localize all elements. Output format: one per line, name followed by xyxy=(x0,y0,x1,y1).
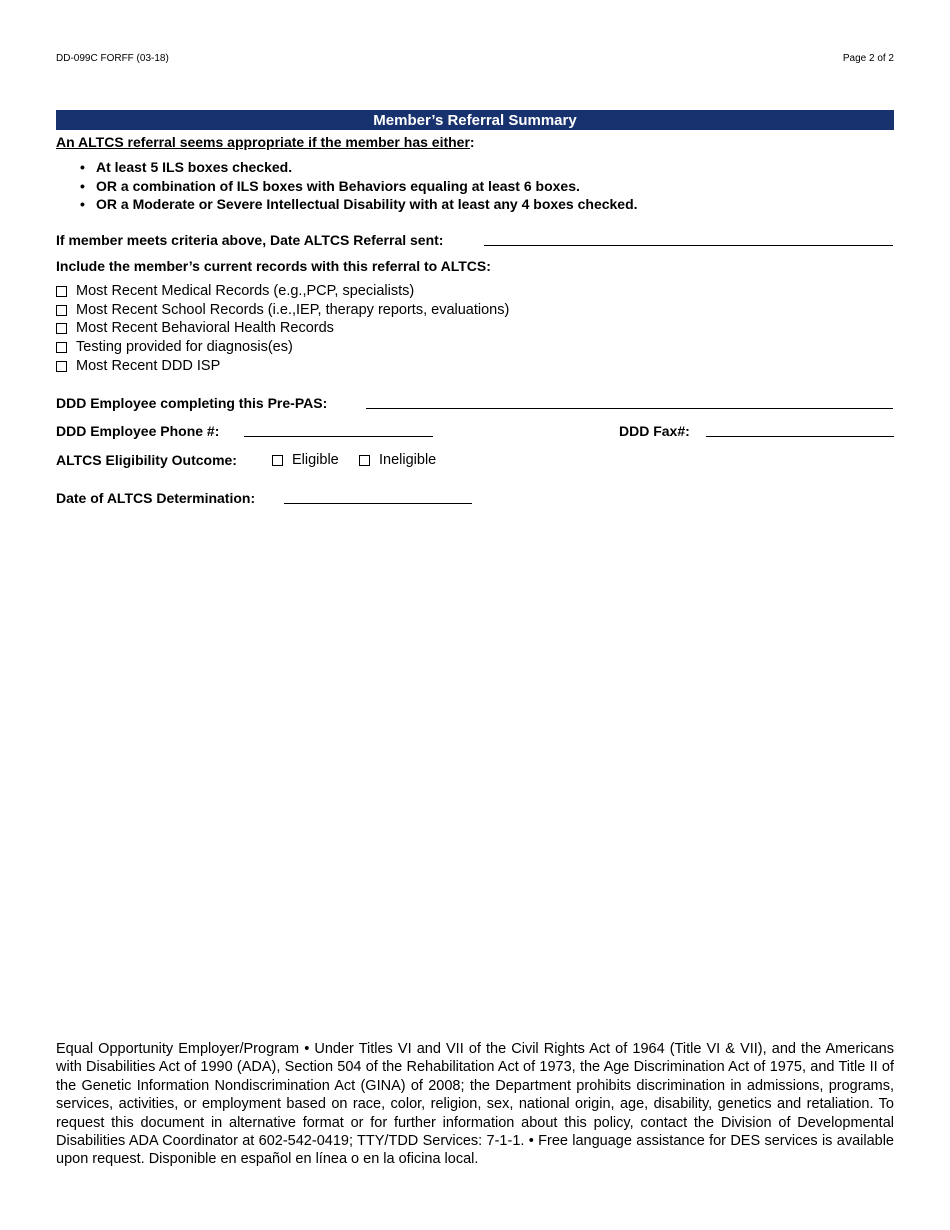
criteria-text: OR a Moderate or Severe Intellectual Disability with at least any 4 boxes checked. xyxy=(96,196,638,212)
criteria-text: OR a combination of ILS boxes with Behaviors equaling at least 6 boxes. xyxy=(96,178,580,194)
fax-label: DDD Fax#: xyxy=(619,423,690,439)
determination-field[interactable] xyxy=(284,503,472,504)
record-label: Testing provided for diagnosis(es) xyxy=(76,339,293,355)
record-item-behavioral-health xyxy=(56,320,334,336)
equal-opportunity-notice: Equal Opportunity Employer/Program • Under Titles VI and VII of the Civil Rights Act of 1964 (Title VI & VII), and the Americans with Disabilities Act of 1990 (ADA), Section 504 of the Rehabilitation Act of 1973, the Age Discrimination Act of 1975, and Title II of the Genetic Information Nondiscrimination Act (GINA) of 2008; the Department prohibits discrimination in admissions, programs, services, activities, or employment based on race, color, religion, sex, national origin, age, disability, genetics and retaliation. To request this document in alternative format or for further information about this policy, contact the Division of Developmental Disabilities ADA Coordinator at 602-542-0419; TTY/TDD Services: 7-1-1. • Free language assistance for DES services is available upon request. Disponible en español en línea o en la oficina local. xyxy=(56,1041,894,1168)
employee-label: DDD Employee completing this Pre-PAS: xyxy=(56,395,328,411)
eligible-label: Eligible xyxy=(292,452,339,468)
eligible-checkbox[interactable] xyxy=(272,455,283,466)
eligibility-label: ALTCS Eligibility Outcome: xyxy=(56,452,237,468)
records-heading: Include the member’s current records with this referral to ALTCS: xyxy=(56,258,491,274)
record-checkbox[interactable] xyxy=(56,305,67,316)
record-checkbox[interactable] xyxy=(56,361,67,372)
page-number: Page 2 of 2 xyxy=(842,53,894,64)
criteria-bullet xyxy=(80,178,580,194)
form-code: DD-099C FORFF (03-18) xyxy=(56,53,169,64)
record-label: Most Recent Behavioral Health Records xyxy=(76,320,334,336)
bullet-icon: • xyxy=(80,159,85,175)
criteria-text: At least 5 ILS boxes checked. xyxy=(96,159,293,175)
phone-label: DDD Employee Phone #: xyxy=(56,423,220,439)
criteria-intro-text: An ALTCS referral seems appropriate if the member has either xyxy=(56,134,470,150)
bullet-icon: • xyxy=(80,196,85,212)
criteria-bullet xyxy=(80,196,638,212)
fax-field[interactable] xyxy=(706,436,894,437)
criteria-intro xyxy=(56,134,475,150)
record-label: Most Recent School Records (i.e.,IEP, therapy reports, evaluations) xyxy=(76,302,510,318)
referral-date-field[interactable] xyxy=(484,245,893,246)
record-item-school xyxy=(56,302,509,318)
record-item-medical xyxy=(56,283,414,299)
phone-field[interactable] xyxy=(244,436,433,437)
record-item-isp xyxy=(56,358,220,374)
employee-field[interactable] xyxy=(366,408,893,409)
ineligible-option xyxy=(359,452,436,468)
record-checkbox[interactable] xyxy=(56,323,67,334)
referral-date-label: If member meets criteria above, Date ALTCS Referral sent: xyxy=(56,232,444,248)
record-checkbox[interactable] xyxy=(56,342,67,353)
ineligible-label: Ineligible xyxy=(379,452,437,468)
criteria-intro-colon: : xyxy=(469,134,475,150)
ineligible-checkbox[interactable] xyxy=(359,455,370,466)
section-title-bar: Member’s Referral Summary xyxy=(56,110,894,130)
record-checkbox[interactable] xyxy=(56,286,67,297)
record-item-testing xyxy=(56,339,293,355)
bullet-icon: • xyxy=(80,178,85,194)
criteria-bullet xyxy=(80,159,292,175)
record-label: Most Recent Medical Records (e.g.,PCP, specialists) xyxy=(76,283,415,299)
determination-label: Date of ALTCS Determination: xyxy=(56,490,256,506)
eligible-option xyxy=(271,452,339,468)
record-label: Most Recent DDD ISP xyxy=(76,358,221,374)
